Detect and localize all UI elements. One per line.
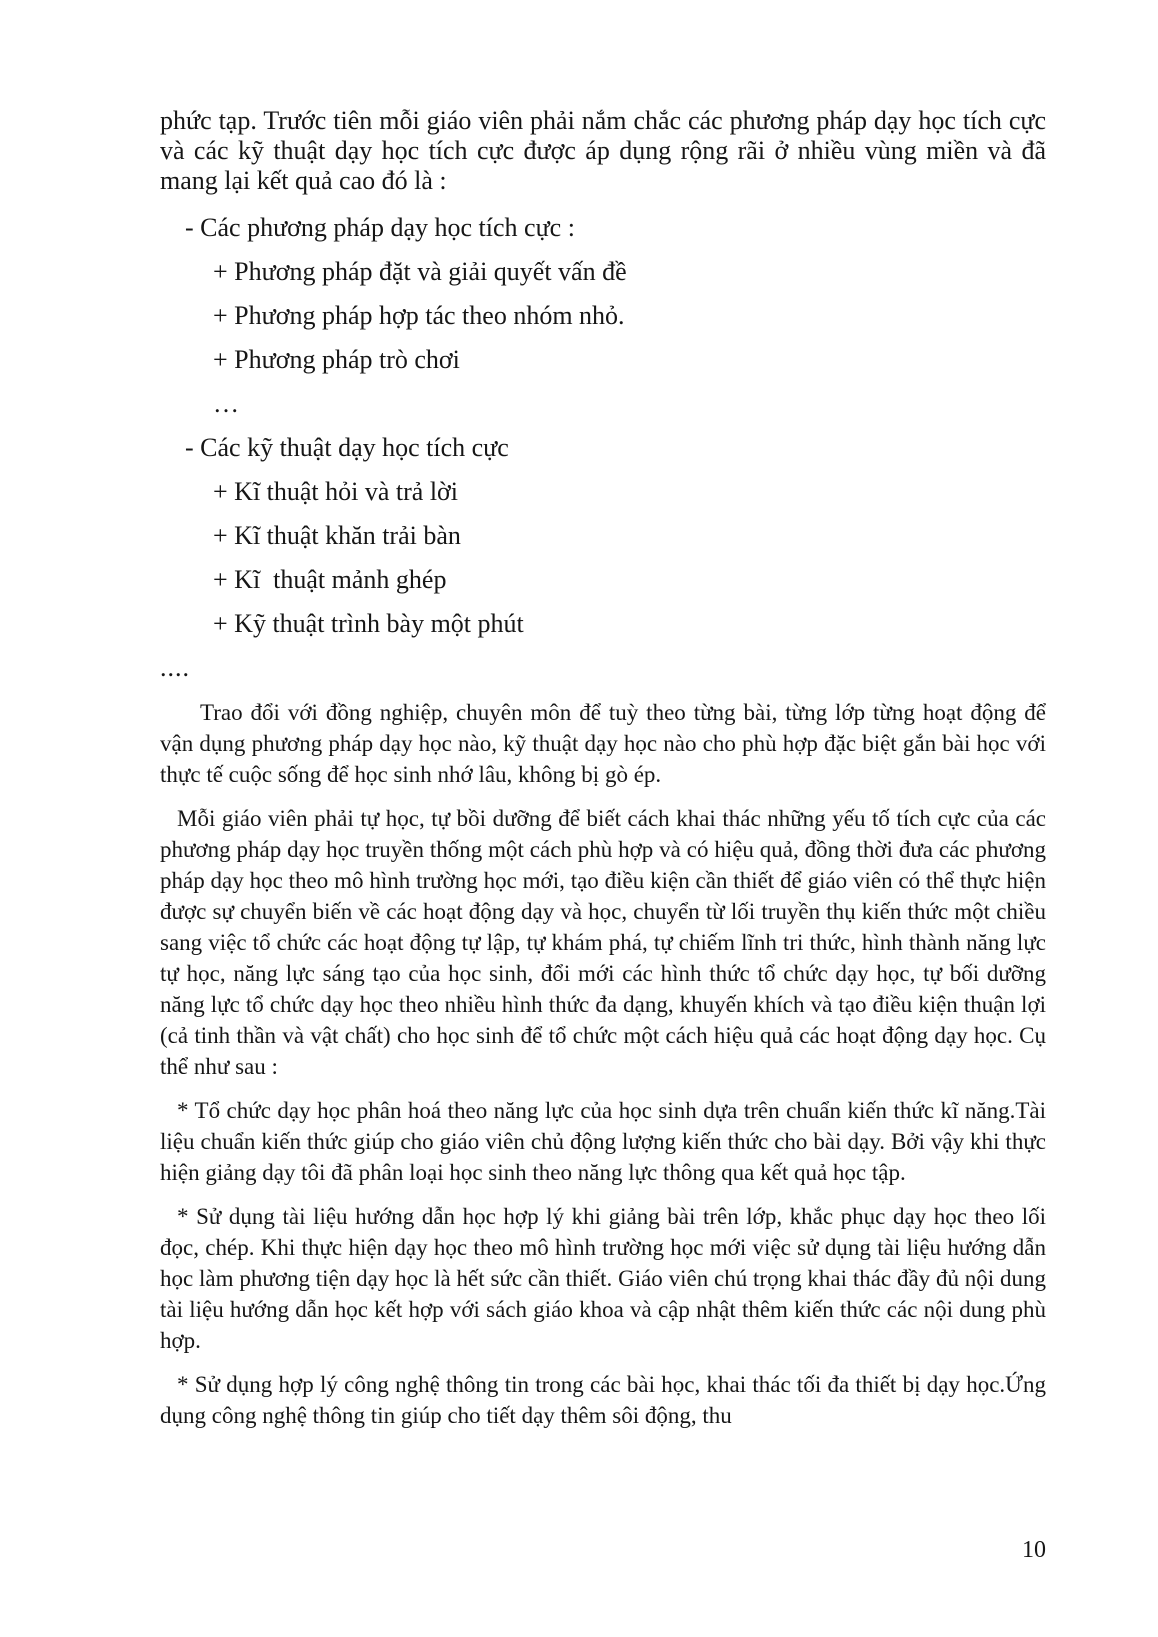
- technique-item: + Kĩ thuật mảnh ghép: [213, 565, 447, 594]
- method-item: + Phương pháp hợp tác theo nhóm nhỏ.: [213, 301, 625, 330]
- page-number: 10: [1022, 1537, 1046, 1563]
- paragraph: * Sử dụng tài liệu hướng dẫn học hợp lý khi giảng bài trên lớp, khắc phục dạy học theo lối đọc, chép. Khi thực hiện dạy học theo mô hình trường học mới việc sử dụng tài liệu hướng dẫn học làm phương tiện dạy học là hết sức cần thiết. Giáo viên chú trọng khai thác đầy đủ nội dung tài liệu hướng dẫn học kết hợp với sách giáo khoa và cập nhật thêm kiến thức các nội dung phù hợp.: [160, 1204, 1046, 1353]
- paragraph: Mỗi giáo viên phải tự học, tự bồi dưỡng để biết cách khai thác những yếu tố tích cực của các phương pháp dạy học truyền thống một cách phù hợp và có hiệu quả, đồng thời đưa các phương pháp dạy học theo mô hình trường học mới, tạo điều kiện cần thiết để giáo viên có thể thực hiện được sự chuyển biến về các hoạt động dạy và học, chuyển từ lối truyền thụ kiến thức một chiều sang việc tổ chức các hoạt động tự lập, tự khám phá, tự chiếm lĩnh tri thức, hình thành năng lực tự học, năng lực sáng tạo của học sinh, đổi mới các hình thức tổ chức dạy học, tự bối dưỡng năng lực tổ chức dạy học theo nhiều hình thức đa dạng, khuyến khích và tạo điều kiện thuận lợi (cả tinh thần và vật chất) cho học sinh để tổ chức một cách hiệu quả các hoạt động dạy học. Cụ thể như sau :: [160, 806, 1046, 1079]
- methods-list-header: - Các phương pháp dạy học tích cực :: [185, 213, 575, 242]
- techniques-list-header: - Các kỹ thuật dạy học tích cực: [185, 433, 509, 462]
- paragraph: * Sử dụng hợp lý công nghệ thông tin trong các bài học, khai thác tối đa thiết bị dạy học.Ứng dụng công nghệ thông tin giúp cho tiết dạy thêm sôi động, thu: [160, 1372, 1046, 1428]
- method-item-ellipsis: …: [213, 389, 239, 418]
- paragraph: Trao đổi với đồng nghiệp, chuyên môn để tuỳ theo từng bài, từng lớp từng hoạt động để vận dụng phương pháp dạy học nào, kỹ thuật dạy học nào cho phù hợp đặc biệt gắn bài học với thực tế cuộc sống để học sinh nhớ lâu, không bị gò ép.: [160, 700, 1046, 787]
- intro-paragraph: phức tạp. Trước tiên mỗi giáo viên phải nắm chắc các phương pháp dạy học tích cực và các kỹ thuật dạy học tích cực được áp dụng rộng rãi ở nhiều vùng miền và đã mang lại kết quả cao đó là :: [160, 106, 1046, 195]
- technique-item: + Kĩ thuật khăn trải bàn: [213, 521, 461, 550]
- technique-item: + Kỹ thuật trình bày một phút: [213, 609, 524, 638]
- technique-item: + Kĩ thuật hỏi và trả lời: [213, 477, 459, 506]
- method-item: + Phương pháp trò chơi: [213, 345, 460, 374]
- paragraph: * Tổ chức dạy học phân hoá theo năng lực của học sinh dựa trên chuẩn kiến thức kĩ năng.Tài liệu chuẩn kiến thức giúp cho giáo viên chủ động lượng kiến thức cho bài dạy. Bởi vậy khi thực hiện giảng dạy tôi đã phân loại học sinh theo năng lực thông qua kết quả học tập.: [160, 1098, 1046, 1185]
- continuation-dots: ....: [160, 653, 190, 682]
- method-item: + Phương pháp đặt và giải quyết vấn đề: [213, 257, 627, 286]
